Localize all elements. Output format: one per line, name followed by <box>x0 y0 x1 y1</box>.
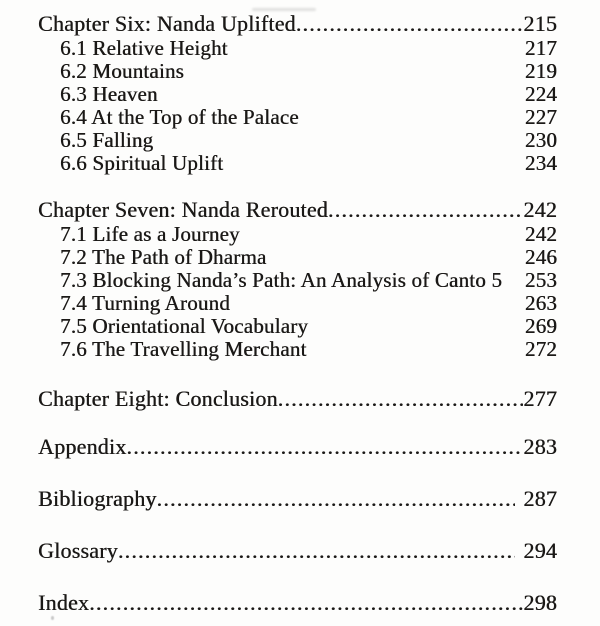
subentry-title: 7.4 Turning Around <box>60 291 230 315</box>
page-number: 287 <box>523 486 557 511</box>
toc-entry-bibliography <box>38 486 557 512</box>
toc-entry-7-2 <box>38 246 557 269</box>
toc-entry-appendix <box>38 434 557 460</box>
subentry-title: 6.5 Falling <box>60 128 154 152</box>
toc-entry-7-6 <box>38 338 557 361</box>
page-number: 224 <box>524 82 557 106</box>
subentry-title: 7.3 Blocking Nanda’s Path: An Analysis of Canto 5 <box>60 268 503 292</box>
subentry-title: 6.2 Mountains <box>60 59 184 83</box>
dot-leader <box>278 386 524 412</box>
page-number: 263 <box>524 291 557 315</box>
subentry-title: 7.2 The Path of Dharma <box>60 245 267 269</box>
toc-entry-chapter-eight <box>38 386 557 412</box>
page-number: 294 <box>523 538 557 563</box>
toc-entry-6-4 <box>38 106 557 129</box>
back-matter-section <box>38 434 557 616</box>
page-number: 242 <box>524 222 557 246</box>
dot-leader <box>328 197 524 223</box>
backmatter-title: Index <box>38 590 90 615</box>
subentry-title: 7.6 The Travelling Merchant <box>60 337 307 361</box>
dot-leader <box>126 434 523 460</box>
toc-entry-6-2 <box>38 60 557 83</box>
toc-entry-glossary <box>38 538 557 564</box>
page-number: 277 <box>523 386 557 411</box>
page-number: 230 <box>524 128 557 152</box>
toc-entry-7-4 <box>38 292 557 315</box>
page-number: 219 <box>524 59 557 83</box>
chapter-title: Chapter Six: Nanda Uplifted <box>38 11 296 36</box>
subentry-title: 6.3 Heaven <box>60 82 158 106</box>
page-number: 253 <box>524 268 557 292</box>
dot-leader <box>118 538 516 564</box>
toc-entry-6-6 <box>38 152 557 175</box>
section-chapter-six <box>38 11 557 175</box>
section-chapter-seven <box>38 197 557 361</box>
toc-entry-7-5 <box>38 315 557 338</box>
page-number: 242 <box>523 197 557 222</box>
scan-speck-artifact <box>51 616 54 620</box>
page-number: 298 <box>523 590 557 615</box>
subentry-title: 7.5 Orientational Vocabulary <box>60 314 309 338</box>
scan-smudge-artifact <box>252 8 316 11</box>
page-number: 283 <box>523 434 557 459</box>
backmatter-title: Bibliography <box>38 486 157 511</box>
toc-entry-6-5 <box>38 129 557 152</box>
page-number: 269 <box>524 314 557 338</box>
page-number: 227 <box>524 105 557 129</box>
toc-entry-7-3 <box>38 269 557 292</box>
page-number: 215 <box>523 11 557 36</box>
toc-entry-6-3 <box>38 83 557 106</box>
subentry-title: 6.6 Spiritual Uplift <box>60 151 224 175</box>
page-number: 246 <box>524 245 557 269</box>
page-number: 217 <box>524 36 557 60</box>
subentry-title: 6.1 Relative Height <box>60 36 228 60</box>
toc-entry-chapter-seven <box>38 197 557 223</box>
dot-leader <box>89 590 523 616</box>
toc-entry-6-1 <box>38 37 557 60</box>
subentry-title: 6.4 At the Top of the Palace <box>60 105 299 129</box>
backmatter-title: Glossary <box>38 538 118 563</box>
subentry-title: 7.1 Life as a Journey <box>60 222 240 246</box>
backmatter-title: Appendix <box>38 434 127 459</box>
page-number: 272 <box>524 337 557 361</box>
page-number: 234 <box>524 151 557 175</box>
toc-entry-chapter-six <box>38 11 557 37</box>
toc-entry-7-1 <box>38 223 557 246</box>
dot-leader <box>296 11 524 37</box>
dot-leader <box>157 486 516 512</box>
toc-entry-index <box>38 590 557 616</box>
chapter-title: Chapter Eight: Conclusion <box>38 386 278 411</box>
chapter-title: Chapter Seven: Nanda Rerouted <box>38 197 328 222</box>
